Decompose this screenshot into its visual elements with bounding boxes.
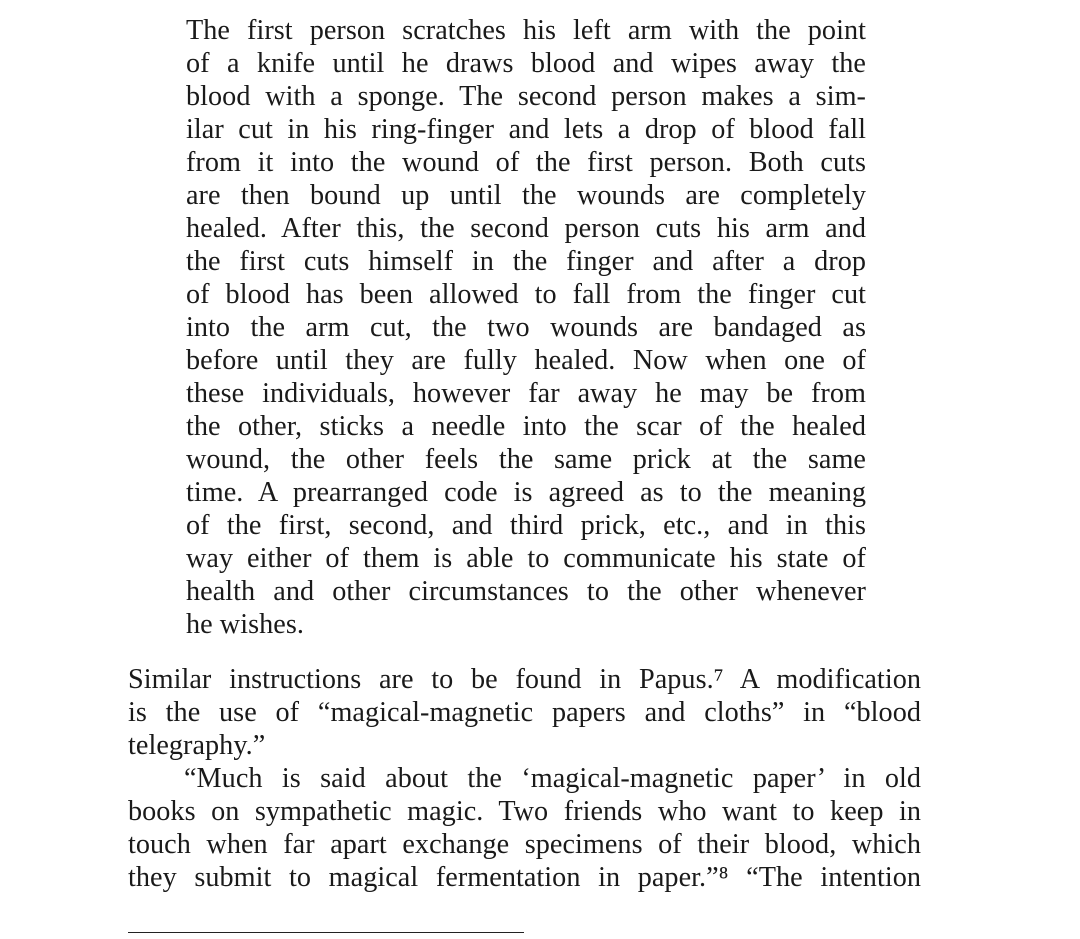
paragraph-line: books on sympathetic magic. Two friends who want to keep in: [128, 796, 921, 827]
quote-line: the other, sticks a needle into the scar of the healed: [186, 411, 866, 442]
quote-line: from it into the wound of the first person. Both cuts: [186, 147, 866, 178]
quote-line: wound, the other feels the same prick at the same: [186, 444, 866, 475]
quote-line: of a knife until he draws blood and wipes away the: [186, 48, 866, 79]
block-quote: [186, 14, 866, 641]
quote-line: of the first, second, and third prick, etc., and in this: [186, 510, 866, 541]
paragraph-line: “Much is said about the ‘magical-magnetic paper’ in old: [184, 763, 921, 794]
quote-line: ilar cut in his ring-finger and lets a drop of blood fall: [186, 114, 866, 145]
quote-line: are then bound up until the wounds are completely: [186, 180, 866, 211]
body-text: [128, 663, 921, 894]
quote-line: time. A prearranged code is agreed as to the meaning: [186, 477, 866, 508]
footnote-divider: [128, 932, 524, 933]
quote-line: before until they are fully healed. Now when one of: [186, 345, 866, 376]
quote-line: he wishes.: [186, 609, 304, 640]
paragraph-line: touch when far apart exchange specimens of their blood, which: [128, 829, 921, 860]
quote-line: these individuals, however far away he may be from: [186, 378, 866, 409]
quote-line: The first person scratches his left arm with the point: [186, 15, 866, 46]
paragraph: [128, 663, 921, 762]
paragraph: [128, 762, 921, 894]
paragraph-line: they submit to magical fermentation in paper.”⁸ “The intention: [128, 862, 921, 893]
quote-line: healed. After this, the second person cuts his arm and: [186, 213, 866, 244]
quote-line: way either of them is able to communicate his state of: [186, 543, 866, 574]
paragraph-line: is the use of “magical-magnetic papers and cloths” in “blood: [128, 697, 921, 728]
quote-line: blood with a sponge. The second person makes a sim-: [186, 81, 866, 112]
paragraph-line: Similar instructions are to be found in Papus.⁷ A modification: [128, 664, 921, 695]
quote-line: health and other circumstances to the other whenever: [186, 576, 866, 607]
paragraph-line: telegraphy.”: [128, 730, 266, 761]
quote-line: of blood has been allowed to fall from the finger cut: [186, 279, 866, 310]
quote-line: into the arm cut, the two wounds are bandaged as: [186, 312, 866, 343]
quote-line: the first cuts himself in the finger and after a drop: [186, 246, 866, 277]
